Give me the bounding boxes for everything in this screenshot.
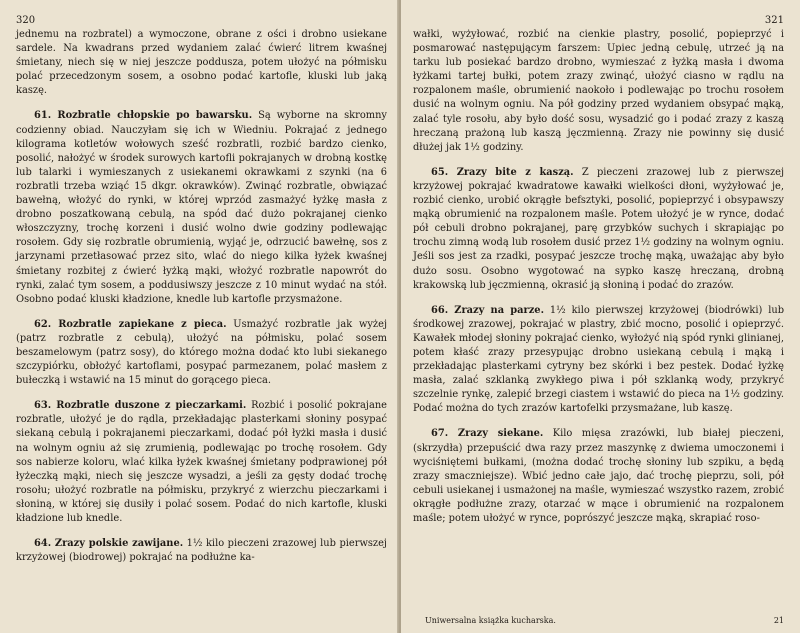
recipe-title: 61. Rozbratle chłopskie po bawarsku.	[34, 110, 253, 122]
left-page	[0, 0, 399, 633]
right-page	[401, 0, 800, 633]
recipe-67	[413, 427, 784, 526]
continuation-paragraph: wałki, wyżyłować, rozbić na cienkie plastry, posolić, popieprzyć i posmarować następującym farszem: Upiec jedną cebulę, utrzeć ją na tarku lub posiekać bardzo drobno, wymieszać z łyżką masła i dwoma łyżkami tartej bułki, potem zrazy zwinąć, ułożyć ciasno w rądlu na rozpalonem maśle, obrumienić naokoło i podlewając po trochu rosołem dusić na wolnym ogniu. Na pół godziny przed wydaniem obsypać mąką, zalać tyle rosołu, aby było dość sosu, wysadzić go i podać zrazy z kaszą hreczaną prażoną lub kaszą jęczmienną. Zrazy nie powinny się dusić dłużej jak 1½ godziny.	[413, 29, 784, 153]
page-number: 321	[764, 15, 784, 26]
recipe-text: Rozbić i posolić pokrajane rozbratle, ułożyć je do rądla, przekładając plasterkami słoniny posypać siekaną cebulą i pokrajanemi pieczarkami, dodać pół łyżki masła i dusić na wolnym ogniu aż się zrumienią, podlewając po trochę rosołem. Gdy sos nabierze koloru, wlać kilka łyżek kwaśnej śmietany podprawionej pół łyżeczką mąki, niech się jeszcze wysadzi, a jeśli za gęsty dodać trochę rosołu; ułożyć rozbratle na półmisku, przykryć z wierzchu pieczarkami i słoniną, w której się dusiły i polać sosem. Podać do nich kartofle, kluski kładzione lub knedle.	[16, 400, 387, 524]
recipe-title: 67. Zrazy siekane.	[431, 428, 544, 440]
recipe-64	[16, 537, 387, 565]
page-footer	[413, 616, 784, 625]
continuation-paragraph: jednemu na rozbratel) a wymoczone, obrane z ości i drobno usiekane sardele. Na kwadrans przed wydaniem zalać ćwierć litrem kwaśnej śmietany, niech się w niej jeszcze poddusza, potem ułożyć na półmisku polać przecedzonym sosem, a osobno podać kartofle, kluski lub jaką kaszę.	[16, 29, 387, 97]
recipe-text: 1½ kilo pierwszej krzyżowej (biodrówki) lub środkowej zrazowej, pokrajać w plastry, zbić mocno, posolić i opieprzyć. Kawałek młodej słoniny pokrajać cienko, wyłożyć nią spód rynki glinianej, potem kłaść zrazy przesypując drobno usiekaną cebulą i mąką i przekładając plasterkami cytryny bez skórki i bez pestek. Dodać łyżkę masła, zalać szklanką zwykłego piwa i pół szklanką wody, przykryć szczelnie rynkę, zalepić brzegi ciastem i wstawić do pieca na 1½ godziny. Podać można do tych zrazów kartofelki przysmażane, lub kaszę.	[413, 304, 784, 415]
recipe-65	[413, 166, 784, 293]
recipe-title: 64. Zrazy polskie zawijane.	[34, 538, 184, 550]
recipe-text: 1½ kilo pieczeni zrazowej lub pierwszej krzyżowej (biodrowej) pokrajać na podłużne ka-	[16, 538, 387, 564]
recipe-text: Z pieczeni zrazowej lub z pierwszej krzyżowej pokrajać kwadratowe kawałki wielkości dłoni, wyżyłować je, rozbić cienko, urobić okrągłe befsztyki, posolić, popieprzyć i obsypawszy mąką obrumienić na rozpalonem maśle. Potem ułożyć je w rynce, dodać pół cebuli drobno pokrajanej, parę grzybków suchych i skrapiając po trochu zimną wodą lub rosołem dusić przez 1½ godziny na wolnym ogniu. Jeśli sos jest za rzadki, posypać jeszcze trochę mąką, uważając aby było dużo sosu. Osobno wygotować na sypko kaszę hreczaną, drobną krakowską lub jęczmienną, okrasić ją słoniną i podać do zrazów.	[413, 166, 785, 291]
recipe-63	[16, 399, 387, 526]
recipe-text: Usmażyć rozbratle jak wyżej (patrz rozbratle z cebulą), ułożyć na półmisku, polać sosem beszamelowym (patrz sosy), do którego można dodać kto lubi siekanego szczypiórku, obłożyć kartoflami, posypać parmezanem, polać masłem z bułeczką i wstawić na 15 minut do gorącego pieca.	[16, 318, 387, 387]
recipe-title: 66. Zrazy na parze.	[431, 304, 545, 316]
recipe-text: Kilo mięsa zrazówki, lub białej pieczeni, (skrzydła) przepuścić dwa razy przez maszynkę z dwiema umoczonemi i wyciśniętemi bułkami, (można dodać trochę słoniny lub szpiku, a będą zrazy smaczniejsze). Wbić jedno całe jajo, dać trochę pieprzu, soli, pół cebuli usiekanej i usmażonej na maśle, wymieszać wszystko razem, zrobić okrągłe podłużne zrazy, otarzać w mące i obrumienić na rozpalonem maśle; potem ułożyć w rynce, poprószyć jeszcze mąką, skrapiać roso-	[413, 428, 784, 524]
page-number: 320	[16, 15, 36, 26]
recipe-61	[16, 109, 387, 306]
footer-book-title: Uniwersalna książka kucharska.	[425, 616, 556, 625]
recipe-title: 65. Zrazy bite z kaszą.	[431, 166, 574, 178]
recipe-text: Są wyborne na skromny codzienny obiad. Nauczyłam się ich w Wiedniu. Pokrajać z jednego kilograma kotletów wołowych sześć rozbratli, rozbić bardzo cienko, posolić, nałożyć w środek surowych kartofli pokrajanych w drobną kostkę lub talarki i wymieszanych z usiekanemi okrawkami z szynki (na 6 rozbratli trzeba wziąć 15 dkgr. okrawków). Zwinąć rozbratle, obwiązać bawełną, włożyć do rynki, w której wprzód zasmażyć łyżkę masła z drobno poszatkowaną cebulą, na spód dać dużo pokrajanej cienko włoszczyzny, trochę korzeni i dusić wolno dwie godziny podlewając rosołem. Gdy się rozbratle obrumienią, wyjąć je, odrzucić bawełnę, sos z jarzynami przetłasować przez sito, wlać do niego kilka łyżek kwaśnej śmietany rozbitej z ćwierć łyżką mąki, włożyć rozbratle napowrót do rynki, zalać tym sosem, a poddusiwszy jeszcze z 10 minut wydać na stół. Osobno podać kluski kładzione, knedle lub kartofle przysmażone.	[16, 110, 387, 305]
recipe-62	[16, 318, 387, 388]
recipe-66	[413, 304, 784, 417]
recipe-title: 63. Rozbratle duszone z pieczarkami.	[34, 400, 247, 412]
footer-signature-number: 21	[773, 616, 784, 625]
recipe-title: 62. Rozbratle zapiekane z pieca.	[34, 318, 227, 330]
